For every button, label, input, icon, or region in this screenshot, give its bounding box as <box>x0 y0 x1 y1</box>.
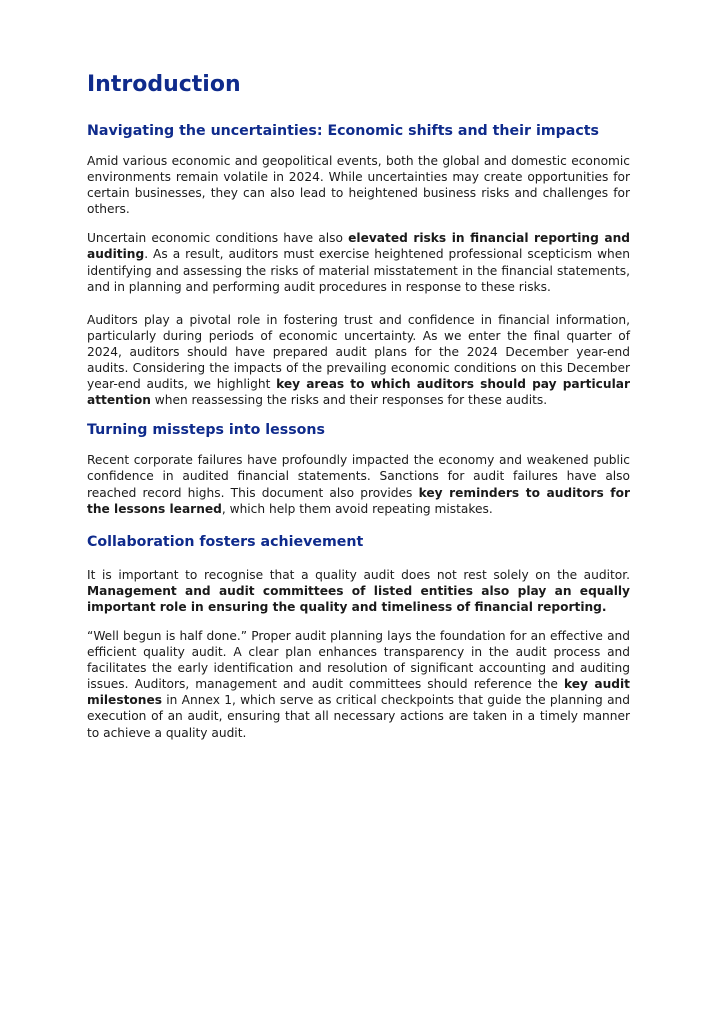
text-run: Auditors play a pivotal role in fostering trust and confidence in financial information, particularly during periods of economic uncertainty. As we enter the final quarter of 2024, auditors should have prepared audit plans for the 2024 December year-end audits. Considering the impacts of the prevailing economic conditions on this December year-end audits, we highlight <box>87 312 630 392</box>
paragraph-audit-planning <box>87 628 630 741</box>
bold-text-run: Management and audit committees of listed entities also play an equally important role in ensuring the quality and timeliness of financial reporting. <box>87 583 630 614</box>
bold-text-run: key audit milestones <box>87 677 630 708</box>
text-run: when reassessing the risks and their responses for these audits. <box>150 393 548 408</box>
bold-text-run: elevated risks in financial reporting and auditing <box>87 231 630 262</box>
paragraph-economic-volatility <box>87 153 630 217</box>
paragraph-corporate-failures <box>87 452 630 516</box>
paragraph-auditors-role <box>87 312 630 409</box>
text-run: , which help them avoid repeating mistakes. <box>221 501 493 516</box>
bold-text-run: key areas to which auditors should pay particular attention <box>87 377 630 408</box>
paragraph-quality-audit <box>87 567 630 615</box>
paragraph-elevated-risks <box>87 230 630 294</box>
document-page <box>87 70 630 741</box>
section-heading-uncertainties: Navigating the uncertainties: Economic shifts and their impacts <box>87 123 599 139</box>
page-title: Introduction <box>87 72 241 97</box>
text-run: Amid various economic and geopolitical events, both the global and domestic economic environments remain volatile in 2024. While uncertainties may create opportunities for certain businesses, they can also lead to heightened business risks and challenges for others. <box>87 154 630 217</box>
section-heading-missteps: Turning missteps into lessons <box>87 422 325 439</box>
section-heading-collaboration: Collaboration fosters achievement <box>87 533 364 550</box>
bold-text-run: key reminders to auditors for the lessons learned <box>87 485 630 516</box>
text-run: It is important to recognise that a quality audit does not rest solely on the auditor. <box>87 567 630 582</box>
text-run: Recent corporate failures have profoundly impacted the economy and weakened public confidence in audited financial statements. Sanctions for audit failures have also reached record highs. This document also provides <box>87 453 630 500</box>
text-run: . As a result, auditors must exercise heightened professional scepticism when identifying and assessing the risks of material misstatement in the financial statements, and in planning and performing audit procedures in response to these risks. <box>87 247 630 294</box>
text-run: in Annex 1, which serve as critical checkpoints that guide the planning and execution of an audit, ensuring that all necessary actions are taken in a timely manner to achieve a quality audit. <box>87 693 630 740</box>
text-run: “Well begun is half done.” Proper audit planning lays the foundation for an effective and efficient quality audit. A clear plan enhances transparency in the audit process and facilitates the early identification and resolution of significant accounting and auditing issues. Auditors, management and audit committees should reference the <box>87 628 630 692</box>
text-run: Uncertain economic conditions have also <box>87 231 349 246</box>
